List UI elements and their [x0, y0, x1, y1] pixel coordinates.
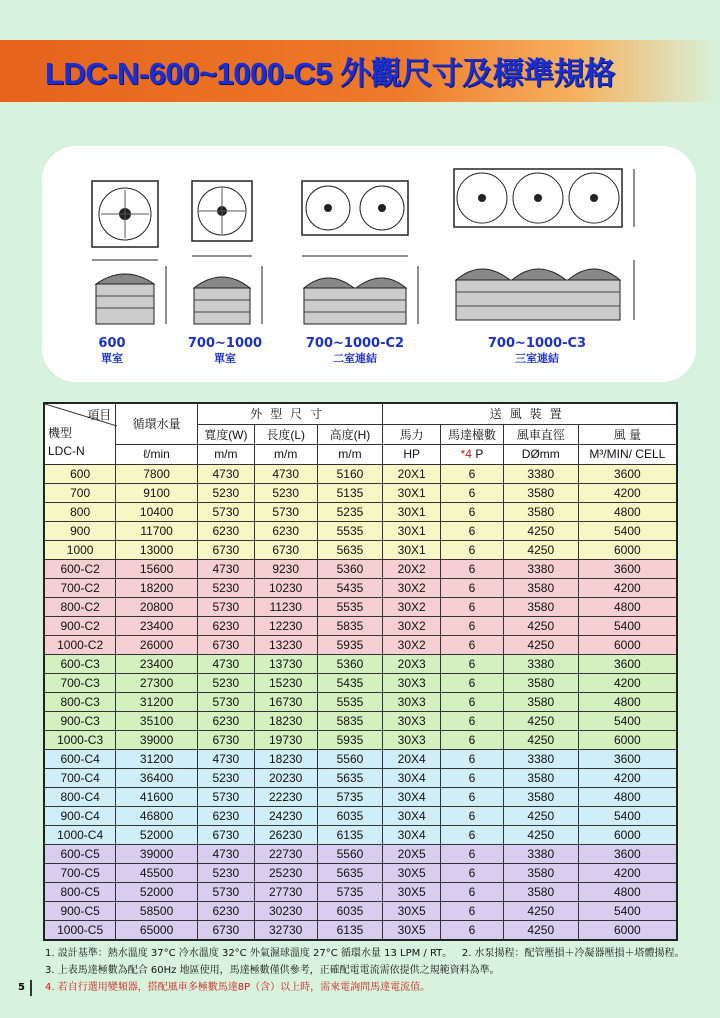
table-cell: 52000	[116, 826, 198, 845]
table-cell: 6	[441, 864, 504, 883]
table-cell: 4800	[578, 788, 677, 807]
table-cell: 900-C3	[44, 712, 116, 731]
table-cell: 41600	[116, 788, 198, 807]
table-cell: 30X4	[383, 769, 441, 788]
table-cell: 4730	[197, 750, 254, 769]
table-cell: 6	[441, 731, 504, 750]
table-cell: 46800	[116, 807, 198, 826]
table-cell: 20X2	[383, 560, 441, 579]
table-cell: 30X3	[383, 731, 441, 750]
table-cell: 4250	[503, 826, 578, 845]
table-cell: 5360	[317, 560, 383, 579]
unit-dia: DØmm	[503, 444, 578, 464]
spec-table	[43, 402, 678, 941]
table-cell: 10400	[116, 503, 198, 522]
table-cell: 5435	[317, 579, 383, 598]
table-cell: 6730	[197, 541, 254, 560]
table-cell: 6	[441, 598, 504, 617]
unit-flow: ℓ/min	[116, 444, 198, 464]
table-cell: 5730	[197, 503, 254, 522]
table-cell: 15600	[116, 560, 198, 579]
table-row	[44, 750, 677, 769]
table-cell: 30X5	[383, 883, 441, 902]
table-cell: 30X4	[383, 807, 441, 826]
table-cell: 23400	[116, 655, 198, 674]
table-cell: 6	[441, 541, 504, 560]
table-cell: 23400	[116, 617, 198, 636]
table-cell: 6135	[317, 826, 383, 845]
unit-length: m/m	[254, 444, 317, 464]
table-cell: 800-C2	[44, 598, 116, 617]
table-row	[44, 807, 677, 826]
table-cell: 3580	[503, 598, 578, 617]
table-cell: 6	[441, 693, 504, 712]
table-cell: 1000-C4	[44, 826, 116, 845]
table-cell: 800	[44, 503, 116, 522]
table-cell: 7800	[116, 465, 198, 484]
title-banner	[0, 40, 720, 102]
table-cell: 4250	[503, 636, 578, 655]
table-row	[44, 693, 677, 712]
table-cell: 30X4	[383, 826, 441, 845]
table-row	[44, 826, 677, 845]
table-row	[44, 522, 677, 541]
table-cell: 4250	[503, 541, 578, 560]
table-cell: 20X5	[383, 845, 441, 864]
type-header: 項目 機型 LDC-N	[44, 403, 116, 465]
table-cell: 31200	[116, 693, 198, 712]
table-cell: 32730	[254, 921, 317, 940]
table-row	[44, 560, 677, 579]
table-cell: 6	[441, 655, 504, 674]
table-cell: 5230	[197, 864, 254, 883]
table-cell: 3580	[503, 674, 578, 693]
table-cell: 3580	[503, 788, 578, 807]
table-cell: 6000	[578, 731, 677, 750]
table-cell: 6135	[317, 921, 383, 940]
table-cell: 5230	[254, 484, 317, 503]
table-cell: 1000	[44, 541, 116, 560]
table-cell: 58500	[116, 902, 198, 921]
table-cell: 900-C2	[44, 617, 116, 636]
table-cell: 4200	[578, 769, 677, 788]
table-cell: 5400	[578, 902, 677, 921]
table-cell: 6	[441, 750, 504, 769]
table-cell: 1000-C2	[44, 636, 116, 655]
table-cell: 6730	[197, 731, 254, 750]
table-cell: 5835	[317, 712, 383, 731]
table-cell: 30X5	[383, 921, 441, 940]
table-cell: 3600	[578, 845, 677, 864]
table-cell: 6	[441, 769, 504, 788]
table-cell: 30X3	[383, 712, 441, 731]
table-cell: 30X2	[383, 636, 441, 655]
note-3: 3. 上表馬達極數為配合 60Hz 地區使用，馬達極數僅供參考，正確配電電流需依提供之規範資料為準。	[45, 965, 500, 976]
table-cell: 600-C5	[44, 845, 116, 864]
length-header: 長度(L)	[254, 424, 317, 444]
table-cell: 4800	[578, 883, 677, 902]
table-cell: 30X1	[383, 522, 441, 541]
table-cell: 4250	[503, 712, 578, 731]
caption-600: 600 單室	[98, 336, 126, 365]
table-cell: 6	[441, 883, 504, 902]
unit-hp: HP	[383, 444, 441, 464]
table-cell: 15230	[254, 674, 317, 693]
table-cell: 6000	[578, 636, 677, 655]
table-cell: 3580	[503, 864, 578, 883]
table-cell: 30X1	[383, 541, 441, 560]
page-title: LDC-N-600~1000-C5 外觀尺寸及標準規格	[45, 56, 615, 91]
table-cell: 11700	[116, 522, 198, 541]
table-cell: 3580	[503, 693, 578, 712]
diagram-600	[84, 176, 174, 326]
table-cell: 30X2	[383, 617, 441, 636]
table-cell: 6000	[578, 921, 677, 940]
table-cell: 6	[441, 503, 504, 522]
table-cell: 800-C5	[44, 883, 116, 902]
height-header: 高度(H)	[317, 424, 383, 444]
table-cell: 5400	[578, 807, 677, 826]
table-cell: 5735	[317, 788, 383, 807]
table-cell: 800-C3	[44, 693, 116, 712]
table-cell: 4200	[578, 864, 677, 883]
table-cell: 35100	[116, 712, 198, 731]
table-cell: 5230	[197, 484, 254, 503]
table-cell: 5730	[197, 883, 254, 902]
table-cell: 6	[441, 617, 504, 636]
table-cell: 4730	[254, 465, 317, 484]
table-cell: 4730	[197, 560, 254, 579]
table-cell: 16730	[254, 693, 317, 712]
unit-height: m/m	[317, 444, 383, 464]
power-header: 馬力	[383, 424, 441, 444]
table-cell: 4200	[578, 484, 677, 503]
table-cell: 6	[441, 921, 504, 940]
table-cell: 6	[441, 465, 504, 484]
table-cell: 4250	[503, 522, 578, 541]
table-cell: 5230	[197, 769, 254, 788]
table-cell: 5935	[317, 636, 383, 655]
table-cell: 4800	[578, 598, 677, 617]
notes	[45, 945, 685, 996]
table-cell: 4730	[197, 655, 254, 674]
table-row	[44, 617, 677, 636]
table-row	[44, 769, 677, 788]
table-cell: 39000	[116, 845, 198, 864]
table-cell: 20230	[254, 769, 317, 788]
table-cell: 39000	[116, 731, 198, 750]
table-cell: 4730	[197, 845, 254, 864]
table-cell: 6730	[197, 636, 254, 655]
table-cell: 5560	[317, 750, 383, 769]
table-cell: 3380	[503, 465, 578, 484]
table-cell: 3380	[503, 560, 578, 579]
table-cell: 52000	[116, 883, 198, 902]
table-cell: 9230	[254, 560, 317, 579]
table-cell: 30230	[254, 902, 317, 921]
table-cell: 6230	[197, 807, 254, 826]
note-4: 4. 若自行選用變頻器，搭配風車多極數馬達8P（含）以上時，需來電詢問馬達電流值。	[45, 982, 431, 993]
table-row	[44, 788, 677, 807]
table-cell: 5230	[197, 674, 254, 693]
table-cell: 600-C3	[44, 655, 116, 674]
table-cell: 20800	[116, 598, 198, 617]
fan-header: 送風裝置	[383, 403, 677, 424]
table-cell: 3580	[503, 579, 578, 598]
dims-header: 外型尺寸	[197, 403, 382, 424]
table-cell: 700-C3	[44, 674, 116, 693]
table-cell: 6730	[254, 541, 317, 560]
table-cell: 30X5	[383, 902, 441, 921]
note-2: 2. 水泵揚程：配管壓損＋冷凝器壓損＋塔體揚程。	[461, 948, 685, 959]
table-cell: 20X3	[383, 655, 441, 674]
table-cell: 5730	[254, 503, 317, 522]
caption-c2: 700~1000-C2 二室連結	[305, 336, 405, 365]
table-cell: 5400	[578, 617, 677, 636]
table-cell: 18230	[254, 750, 317, 769]
table-cell: 30X3	[383, 693, 441, 712]
table-cell: 6	[441, 845, 504, 864]
diagram-c2	[298, 176, 428, 326]
table-cell: 24230	[254, 807, 317, 826]
table-cell: 45500	[116, 864, 198, 883]
table-cell: 3580	[503, 769, 578, 788]
table-row	[44, 636, 677, 655]
table-cell: 6230	[197, 617, 254, 636]
table-cell: 22230	[254, 788, 317, 807]
table-cell: 13000	[116, 541, 198, 560]
table-cell: 4250	[503, 617, 578, 636]
table-cell: 5535	[317, 522, 383, 541]
table-cell: 3380	[503, 845, 578, 864]
table-cell: 5635	[317, 864, 383, 883]
table-cell: 30X4	[383, 788, 441, 807]
table-cell: 900-C5	[44, 902, 116, 921]
table-cell: 6	[441, 636, 504, 655]
width-header: 寬度(W)	[197, 424, 254, 444]
unit-p: *4 P	[441, 444, 504, 464]
table-row	[44, 579, 677, 598]
table-cell: 18200	[116, 579, 198, 598]
page-divider	[30, 980, 32, 996]
note-1: 1. 設計基準：熱水溫度 37°C 冷水溫度 32°C 外氣濕球溫度 27°C 循環水量 13 LPM / RT。	[45, 948, 453, 959]
table-cell: 6230	[197, 522, 254, 541]
table-cell: 5230	[197, 579, 254, 598]
table-cell: 6	[441, 579, 504, 598]
table-cell: 700-C4	[44, 769, 116, 788]
table-cell: 4250	[503, 921, 578, 940]
diagram-panel	[42, 146, 696, 382]
table-cell: 9100	[116, 484, 198, 503]
table-cell: 27730	[254, 883, 317, 902]
table-cell: 5735	[317, 883, 383, 902]
table-cell: 5935	[317, 731, 383, 750]
table-row	[44, 674, 677, 693]
table-cell: 6	[441, 484, 504, 503]
table-row	[44, 712, 677, 731]
table-cell: 4250	[503, 902, 578, 921]
table-cell: 30X2	[383, 598, 441, 617]
table-cell: 26230	[254, 826, 317, 845]
unit-air: M³/MIN/ CELL	[578, 444, 677, 464]
table-cell: 700	[44, 484, 116, 503]
dia-header: 風車直徑	[503, 424, 578, 444]
table-cell: 30X1	[383, 484, 441, 503]
table-cell: 5835	[317, 617, 383, 636]
table-cell: 6	[441, 807, 504, 826]
table-cell: 6000	[578, 541, 677, 560]
table-cell: 30X5	[383, 864, 441, 883]
table-cell: 6	[441, 674, 504, 693]
table-cell: 5160	[317, 465, 383, 484]
table-cell: 3600	[578, 465, 677, 484]
diagram-c3	[452, 164, 652, 326]
table-cell: 5635	[317, 769, 383, 788]
table-row	[44, 484, 677, 503]
table-cell: 6230	[254, 522, 317, 541]
table-cell: 18230	[254, 712, 317, 731]
table-cell: 31200	[116, 750, 198, 769]
table-cell: 13730	[254, 655, 317, 674]
table-row	[44, 845, 677, 864]
table-cell: 6	[441, 522, 504, 541]
table-cell: 10230	[254, 579, 317, 598]
table-cell: 3580	[503, 484, 578, 503]
table-cell: 4250	[503, 807, 578, 826]
table-row	[44, 921, 677, 940]
table-row	[44, 503, 677, 522]
table-cell: 20X1	[383, 465, 441, 484]
diagram-700-1000	[186, 176, 276, 326]
table-cell: 6230	[197, 712, 254, 731]
table-cell: 5435	[317, 674, 383, 693]
table-cell: 3580	[503, 883, 578, 902]
table-cell: 900	[44, 522, 116, 541]
table-cell: 5535	[317, 598, 383, 617]
table-cell: 5730	[197, 598, 254, 617]
table-cell: 3380	[503, 655, 578, 674]
motors-header: 馬達檯數	[441, 424, 504, 444]
table-cell: 6730	[197, 921, 254, 940]
table-row	[44, 655, 677, 674]
table-cell: 4200	[578, 579, 677, 598]
table-cell: 6	[441, 902, 504, 921]
table-cell: 1000-C5	[44, 921, 116, 940]
table-cell: 600-C4	[44, 750, 116, 769]
caption-700-1000: 700~1000 單室	[187, 336, 263, 365]
table-row	[44, 541, 677, 560]
table-cell: 12230	[254, 617, 317, 636]
table-cell: 11230	[254, 598, 317, 617]
air-header: 風 量	[578, 424, 677, 444]
table-cell: 3380	[503, 750, 578, 769]
table-cell: 30X2	[383, 579, 441, 598]
table-cell: 6	[441, 712, 504, 731]
table-cell: 6035	[317, 807, 383, 826]
table-cell: 19730	[254, 731, 317, 750]
table-cell: 27300	[116, 674, 198, 693]
table-cell: 5560	[317, 845, 383, 864]
table-cell: 3580	[503, 503, 578, 522]
table-cell: 5400	[578, 522, 677, 541]
table-cell: 30X1	[383, 503, 441, 522]
table-row	[44, 883, 677, 902]
table-cell: 6	[441, 560, 504, 579]
table-cell: 22730	[254, 845, 317, 864]
table-cell: 4250	[503, 731, 578, 750]
table-cell: 5730	[197, 693, 254, 712]
table-cell: 4800	[578, 693, 677, 712]
table-cell: 5535	[317, 693, 383, 712]
table-cell: 600-C2	[44, 560, 116, 579]
table-cell: 900-C4	[44, 807, 116, 826]
table-cell: 30X3	[383, 674, 441, 693]
page-number: 5	[18, 982, 25, 993]
flow-header: 循環水量	[116, 403, 198, 444]
table-row	[44, 864, 677, 883]
table-cell: 3600	[578, 560, 677, 579]
table-cell: 4800	[578, 503, 677, 522]
caption-c3: 700~1000-C3 三室連結	[487, 336, 587, 365]
table-cell: 65000	[116, 921, 198, 940]
table-cell: 26000	[116, 636, 198, 655]
table-cell: 25230	[254, 864, 317, 883]
table-cell: 5730	[197, 788, 254, 807]
table-cell: 6230	[197, 902, 254, 921]
table-cell: 6730	[197, 826, 254, 845]
table-row	[44, 902, 677, 921]
table-row	[44, 731, 677, 750]
table-cell: 36400	[116, 769, 198, 788]
table-cell: 6000	[578, 826, 677, 845]
table-cell: 1000-C3	[44, 731, 116, 750]
table-cell: 700-C5	[44, 864, 116, 883]
table-cell: 4730	[197, 465, 254, 484]
table-row	[44, 465, 677, 484]
table-cell: 3600	[578, 750, 677, 769]
table-row	[44, 598, 677, 617]
table-cell: 5635	[317, 541, 383, 560]
table-cell: 20X4	[383, 750, 441, 769]
table-cell: 800-C4	[44, 788, 116, 807]
table-cell: 3600	[578, 655, 677, 674]
table-cell: 6	[441, 826, 504, 845]
table-cell: 600	[44, 465, 116, 484]
table-cell: 13230	[254, 636, 317, 655]
table-cell: 700-C2	[44, 579, 116, 598]
table-cell: 5400	[578, 712, 677, 731]
table-cell: 6	[441, 788, 504, 807]
unit-width: m/m	[197, 444, 254, 464]
table-cell: 5135	[317, 484, 383, 503]
table-cell: 5235	[317, 503, 383, 522]
table-cell: 5360	[317, 655, 383, 674]
table-cell: 6035	[317, 902, 383, 921]
table-cell: 4200	[578, 674, 677, 693]
